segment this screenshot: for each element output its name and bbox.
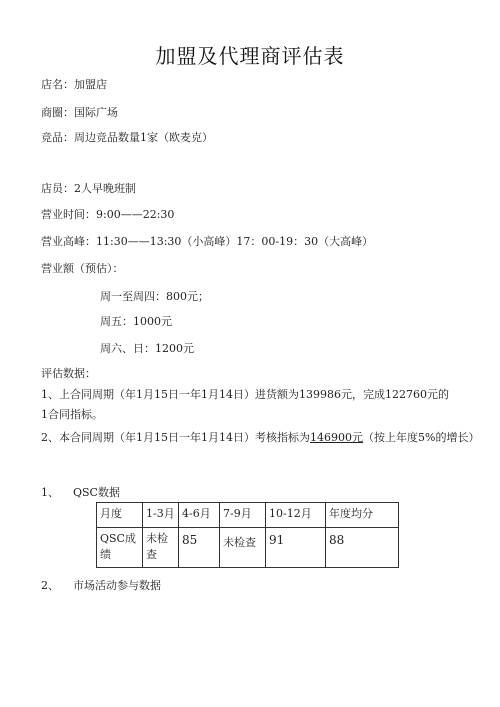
table-cell: 91: [266, 528, 326, 568]
trade-district: 商圈：国际广场: [41, 106, 118, 119]
business-hours: 营业时间：9:00——22:30: [41, 208, 175, 221]
table-header-cell: 10-12月: [266, 503, 326, 528]
section-market-heading: [41, 577, 161, 593]
peak-hours: 营业高峰：11:30——13:30（小高峰）17：00-19：30（大高峰）: [41, 235, 374, 248]
table-cell: 85: [179, 528, 220, 568]
table-header-cell: 年度均分: [326, 503, 399, 528]
table-header-cell: 1-3月: [143, 503, 179, 528]
table-cell: 88: [326, 528, 399, 568]
qsc-table: [96, 502, 399, 568]
section-label: 市场活动参与数据: [73, 579, 161, 592]
evaluation-label: 评估数据：: [41, 367, 96, 380]
evaluation-item-2: [41, 430, 479, 446]
page-title: 加盟及代理商评估表: [155, 44, 345, 68]
section-number: 2、: [41, 579, 59, 592]
staff-info: 店员：2人早晚班制: [41, 182, 136, 195]
table-cell: QSC成绩: [97, 528, 143, 568]
section-number: 1、: [41, 486, 59, 499]
evaluation-item-2-prefix: 2、本合同周期（年1月15日一年1月14日）考核指标为: [41, 431, 310, 444]
revenue-weekday: 周一至周四：800元；: [100, 290, 209, 303]
competitors: 竞品：周边竞品数量1家（欧麦克）: [41, 131, 213, 144]
section-qsc-heading: [41, 484, 120, 500]
revenue-label: 营业额（预估）：: [41, 262, 124, 275]
table-row: [97, 528, 399, 568]
evaluation-item-1: 1、上合同周期（年1月15日一年1月14日）进货额为139986元，完成122760元的1合同指标。: [41, 388, 449, 421]
evaluation-item-2-suffix: （按上年度5%的增长）: [363, 431, 480, 444]
revenue-friday: 周五：1000元: [100, 315, 172, 328]
table-cell: 未检查: [220, 528, 266, 568]
target-value: 146900元: [310, 431, 363, 444]
revenue-weekend: 周六、日：1200元: [100, 342, 194, 355]
section-label: QSC数据: [73, 486, 120, 499]
table-header-cell: 4-6月: [179, 503, 220, 528]
store-name: 店名：加盟店: [41, 78, 107, 91]
table-header-cell: 月度: [97, 503, 143, 528]
table-cell: 未检查: [143, 528, 179, 568]
table-header-row: [97, 503, 399, 528]
table-header-cell: 7-9月: [220, 503, 266, 528]
